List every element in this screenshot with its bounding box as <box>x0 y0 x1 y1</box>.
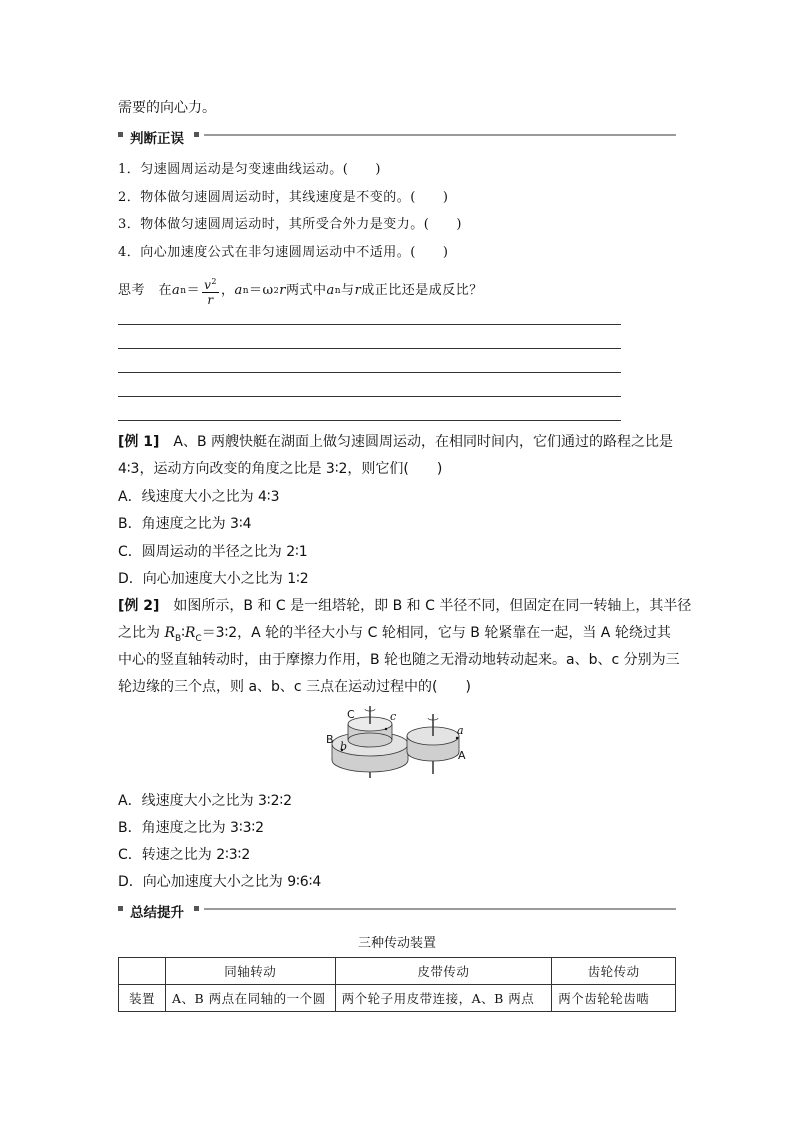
table-row <box>119 985 676 1012</box>
table-cell: 装置 <box>119 985 166 1012</box>
section-marker-icon <box>194 132 199 137</box>
transmission-table <box>118 957 676 1012</box>
option-a: A．线速度大小之比为 4∶3 <box>118 489 280 505</box>
example-2-line: 中心的竖直轴转动时，由于摩擦力作用，B 轮也随之无滑动地转动起来。a、b、c 分别为三 <box>118 652 680 668</box>
figure-label-c: c <box>390 710 397 723</box>
option-b: B．角速度之比为 3∶4 <box>118 516 252 532</box>
figure-label-b: b <box>340 740 348 753</box>
option-b: B．角速度之比为 3∶3∶2 <box>118 820 265 836</box>
intro-text: 需要的向心力。 <box>118 100 216 116</box>
judge-item: 4．向心加速度公式在非匀速圆周运动中不适用。( ) <box>118 245 449 260</box>
table-cell: 两个齿轮轮齿啮 <box>552 985 676 1012</box>
section-marker-icon <box>194 906 199 911</box>
table-header-cell: 齿轮传动 <box>552 958 676 985</box>
example-2-line: [例 2] 如图所示，B 和 C 是一组塔轮，即 B 和 C 半径不同，但固定在同一转轴上，其半径 <box>118 598 692 614</box>
table-caption: 三种传动装置 <box>357 936 436 951</box>
example-tag: [例 1] <box>118 434 160 450</box>
table-cell: 两个轮子用皮带连接，A、B 两点 <box>335 985 552 1012</box>
option-d: D．向心加速度大小之比为 1∶2 <box>118 571 309 587</box>
example-tag: [例 2] <box>118 598 160 614</box>
table-header-cell: 同轴转动 <box>165 958 335 985</box>
section-title: 判断正误 <box>130 131 184 147</box>
judge-item: 1．匀速圆周运动是匀变速曲线运动。( ) <box>118 162 381 177</box>
example-1-line: 4∶3，运动方向改变的角度之比是 3∶2，则它们( ) <box>118 461 443 477</box>
section-marker-icon <box>118 906 123 911</box>
answer-line <box>118 372 621 373</box>
example-2-line: 轮边缘的三个点，则 a、b、c 三点在运动过程中的( ) <box>118 679 471 695</box>
option-d: D．向心加速度大小之比为 9∶6∶4 <box>118 874 322 890</box>
figure-label-a: a <box>457 724 464 737</box>
answer-line <box>118 324 621 325</box>
section-header-judge <box>118 127 676 147</box>
option-c: C．圆周运动的半径之比为 2∶1 <box>118 544 308 560</box>
figure-label-A: A <box>458 749 466 762</box>
section-rule <box>204 908 676 910</box>
section-title: 总结提升 <box>130 905 184 921</box>
figure-label-B: B <box>326 733 334 746</box>
judge-item: 2．物体做匀速圆周运动时，其线速度是不变的。( ) <box>118 190 449 205</box>
example-2-line: 之比为 $R_B∶R_C=3∶2$，A 轮的半径大小与 C 轮相同，它与 B 轮紧靠在一起，当 A 轮绕过其 <box>118 625 671 644</box>
table-header-row <box>119 958 676 985</box>
section-marker-icon <box>118 132 123 137</box>
answer-line <box>118 348 621 349</box>
think-question: 思考 在 a n ＝ $v^2$ r ， a n ＝ω 2 r 两式中 a n 与 r 成正比还是成反比？ <box>118 277 483 307</box>
table-cell: A、B 两点在同轴的一个圆 <box>165 985 335 1012</box>
table-header-cell <box>119 958 166 985</box>
example-1-line: [例 1] A、B 两艘快艇在湖面上做匀速圆周运动，在相同时间内，它们通过的路程之比是 <box>118 434 674 450</box>
table-header-cell: 皮带传动 <box>335 958 552 985</box>
fraction: $v^2$ r <box>204 277 217 307</box>
figure-label-C: C <box>347 708 355 721</box>
section-rule <box>204 134 676 136</box>
judge-item: 3．物体做匀速圆周运动时，其所受合外力是变力。( ) <box>118 217 462 232</box>
option-a: A．线速度大小之比为 3∶2∶2 <box>118 793 293 809</box>
option-c: C．转速之比为 2∶3∶2 <box>118 847 251 863</box>
section-header-summary <box>118 901 676 921</box>
answer-line <box>118 396 621 397</box>
answer-line <box>118 420 621 421</box>
